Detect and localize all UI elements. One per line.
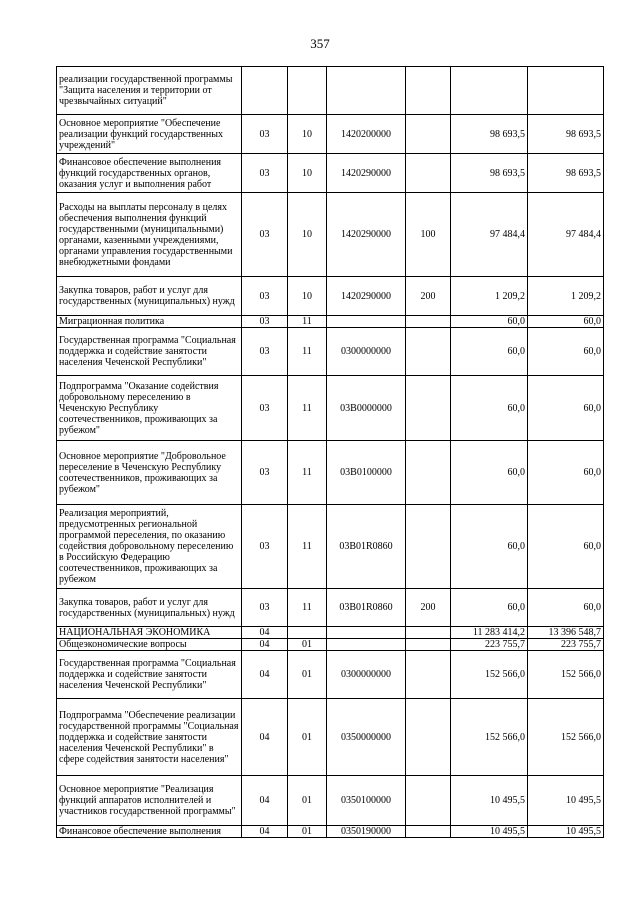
row-target-article-cell: 03В01R0860 [327, 505, 406, 589]
row-name-cell: Общеэкономические вопросы [57, 639, 242, 651]
table-row [57, 776, 604, 826]
row-section-cell: 03 [242, 193, 288, 277]
row-name-cell: Государственная программа "Социальная поддержка и содействие занятости населения Чеченской Республики" [57, 328, 242, 376]
row-name-cell: Государственная программа "Социальная поддержка и содействие занятости населения Чеченской Республики" [57, 651, 242, 699]
row-name-cell: Основное мероприятие "Реализация функций аппаратов исполнителей и участников государственной программы" [57, 776, 242, 826]
row-amount-year2-cell: 13 396 548,7 [528, 627, 604, 639]
row-amount-year2-cell: 152 566,0 [528, 699, 604, 776]
row-subsection-cell: 11 [288, 376, 327, 441]
row-section-cell: 04 [242, 826, 288, 838]
row-target-article-cell: 1420290000 [327, 277, 406, 316]
page-number: 357 [310, 36, 330, 51]
row-amount-year1-cell: 10 495,5 [451, 826, 528, 838]
table-row [57, 376, 604, 441]
row-section-cell: 03 [242, 154, 288, 193]
row-section-cell: 04 [242, 627, 288, 639]
row-name-cell: НАЦИОНАЛЬНАЯ ЭКОНОМИКА [57, 627, 242, 639]
row-name-cell: Миграционная политика [57, 316, 242, 328]
row-subsection-cell: 11 [288, 505, 327, 589]
row-section-cell: 03 [242, 277, 288, 316]
row-target-article-cell: 03В0000000 [327, 376, 406, 441]
row-subsection-cell: 01 [288, 826, 327, 838]
row-expense-type-cell [406, 699, 451, 776]
row-subsection-cell: 10 [288, 193, 327, 277]
row-subsection-cell: 11 [288, 441, 327, 505]
row-amount-year2-cell: 152 566,0 [528, 651, 604, 699]
row-amount-year2-cell: 60,0 [528, 328, 604, 376]
row-amount-year1-cell: 223 755,7 [451, 639, 528, 651]
row-target-article-cell: 03В0100000 [327, 441, 406, 505]
row-target-article-cell [327, 67, 406, 115]
row-target-article-cell [327, 627, 406, 639]
row-name-cell: Финансовое обеспечение выполнения [57, 826, 242, 838]
row-amount-year2-cell: 10 495,5 [528, 826, 604, 838]
row-expense-type-cell: 100 [406, 193, 451, 277]
row-name-cell: Основное мероприятие "Обеспечение реализации функций государственных учреждений" [57, 115, 242, 154]
table-row [57, 115, 604, 154]
table-row [57, 67, 604, 115]
row-section-cell: 03 [242, 328, 288, 376]
row-section-cell: 04 [242, 776, 288, 826]
row-target-article-cell [327, 639, 406, 651]
row-subsection-cell [288, 67, 327, 115]
row-subsection-cell: 10 [288, 277, 327, 316]
row-name-cell: реализации государственной программы "Защита населения и территории от чрезвычайных ситуаций" [57, 67, 242, 115]
table-row [57, 589, 604, 627]
row-amount-year1-cell: 10 495,5 [451, 776, 528, 826]
row-subsection-cell: 01 [288, 699, 327, 776]
table-row [57, 277, 604, 316]
row-expense-type-cell [406, 67, 451, 115]
row-name-cell: Финансовое обеспечение выполнения функций государственных органов, оказания услуг и выполнения работ [57, 154, 242, 193]
row-amount-year1-cell: 152 566,0 [451, 651, 528, 699]
row-section-cell: 04 [242, 699, 288, 776]
row-amount-year2-cell: 60,0 [528, 441, 604, 505]
row-subsection-cell: 01 [288, 776, 327, 826]
row-name-cell: Закупка товаров, работ и услуг для государственных (муниципальных) нужд [57, 589, 242, 627]
row-target-article-cell: 0350190000 [327, 826, 406, 838]
row-subsection-cell: 11 [288, 328, 327, 376]
row-name-cell: Подпрограмма "Обеспечение реализации государственной программы "Социальная поддержка и содействие занятости населения Чеченской Республики" в сфере содействия занятости населения" [57, 699, 242, 776]
row-expense-type-cell: 200 [406, 589, 451, 627]
row-amount-year2-cell: 60,0 [528, 316, 604, 328]
row-amount-year2-cell: 60,0 [528, 589, 604, 627]
row-expense-type-cell [406, 328, 451, 376]
row-expense-type-cell [406, 651, 451, 699]
row-target-article-cell: 0350100000 [327, 776, 406, 826]
row-amount-year1-cell: 152 566,0 [451, 699, 528, 776]
row-amount-year1-cell: 60,0 [451, 589, 528, 627]
table-row [57, 826, 604, 838]
row-amount-year1-cell [451, 67, 528, 115]
row-amount-year1-cell: 60,0 [451, 441, 528, 505]
row-amount-year1-cell: 60,0 [451, 328, 528, 376]
table-row [57, 505, 604, 589]
table-row [57, 639, 604, 651]
row-expense-type-cell [406, 505, 451, 589]
row-subsection-cell: 01 [288, 651, 327, 699]
row-section-cell: 03 [242, 115, 288, 154]
row-subsection-cell: 01 [288, 639, 327, 651]
row-amount-year2-cell: 60,0 [528, 376, 604, 441]
row-name-cell: Закупка товаров, работ и услуг для государственных (муниципальных) нужд [57, 277, 242, 316]
row-target-article-cell: 1420290000 [327, 154, 406, 193]
row-subsection-cell: 11 [288, 316, 327, 328]
row-target-article-cell: 0350000000 [327, 699, 406, 776]
table-row [57, 627, 604, 639]
row-amount-year2-cell: 97 484,4 [528, 193, 604, 277]
row-amount-year2-cell: 60,0 [528, 505, 604, 589]
row-amount-year2-cell: 98 693,5 [528, 115, 604, 154]
table-row [57, 328, 604, 376]
row-name-cell: Расходы на выплаты персоналу в целях обеспечения выполнения функций государственными (муниципальными) органами, казенными учреждениями, органами управления государственными внебюджетными фондами [57, 193, 242, 277]
row-subsection-cell: 11 [288, 589, 327, 627]
row-amount-year1-cell: 97 484,4 [451, 193, 528, 277]
row-amount-year2-cell: 223 755,7 [528, 639, 604, 651]
row-amount-year2-cell: 98 693,5 [528, 154, 604, 193]
row-amount-year1-cell: 60,0 [451, 376, 528, 441]
table-row [57, 316, 604, 328]
table-row [57, 651, 604, 699]
row-expense-type-cell [406, 376, 451, 441]
row-expense-type-cell [406, 627, 451, 639]
row-target-article-cell: 1420290000 [327, 193, 406, 277]
row-amount-year2-cell: 10 495,5 [528, 776, 604, 826]
row-name-cell: Подпрограмма "Оказание содействия добровольному переселению в Чеченскую Республику соотечественников, проживающих за рубежом" [57, 376, 242, 441]
row-section-cell: 03 [242, 376, 288, 441]
table-row [57, 193, 604, 277]
row-expense-type-cell [406, 826, 451, 838]
row-amount-year1-cell: 98 693,5 [451, 154, 528, 193]
row-expense-type-cell [406, 441, 451, 505]
row-amount-year1-cell: 11 283 414,2 [451, 627, 528, 639]
row-section-cell: 03 [242, 441, 288, 505]
row-section-cell: 04 [242, 639, 288, 651]
row-amount-year1-cell: 98 693,5 [451, 115, 528, 154]
row-expense-type-cell: 200 [406, 277, 451, 316]
budget-table [56, 66, 604, 838]
row-expense-type-cell [406, 776, 451, 826]
row-section-cell [242, 67, 288, 115]
row-subsection-cell: 10 [288, 115, 327, 154]
row-section-cell: 03 [242, 505, 288, 589]
row-target-article-cell [327, 316, 406, 328]
row-target-article-cell: 0300000000 [327, 328, 406, 376]
row-section-cell: 04 [242, 651, 288, 699]
budget-table-body [57, 67, 604, 838]
row-amount-year1-cell: 60,0 [451, 505, 528, 589]
row-expense-type-cell [406, 316, 451, 328]
row-section-cell: 03 [242, 316, 288, 328]
row-amount-year2-cell [528, 67, 604, 115]
row-subsection-cell: 10 [288, 154, 327, 193]
row-amount-year1-cell: 60,0 [451, 316, 528, 328]
row-amount-year2-cell: 1 209,2 [528, 277, 604, 316]
row-target-article-cell: 03В01R0860 [327, 589, 406, 627]
row-target-article-cell: 0300000000 [327, 651, 406, 699]
row-expense-type-cell [406, 639, 451, 651]
table-row [57, 441, 604, 505]
row-amount-year1-cell: 1 209,2 [451, 277, 528, 316]
row-section-cell: 03 [242, 589, 288, 627]
row-expense-type-cell [406, 154, 451, 193]
table-row [57, 154, 604, 193]
table-row [57, 699, 604, 776]
row-name-cell: Основное мероприятие "Добровольное переселение в Чеченскую Республику соотечественников, проживающих за рубежом" [57, 441, 242, 505]
row-target-article-cell: 1420200000 [327, 115, 406, 154]
row-expense-type-cell [406, 115, 451, 154]
row-subsection-cell [288, 627, 327, 639]
row-name-cell: Реализация мероприятий, предусмотренных региональной программой переселения, по оказанию содействия добровольному переселению в Российскую Федерацию соотечественников, проживающих за рубежом [57, 505, 242, 589]
